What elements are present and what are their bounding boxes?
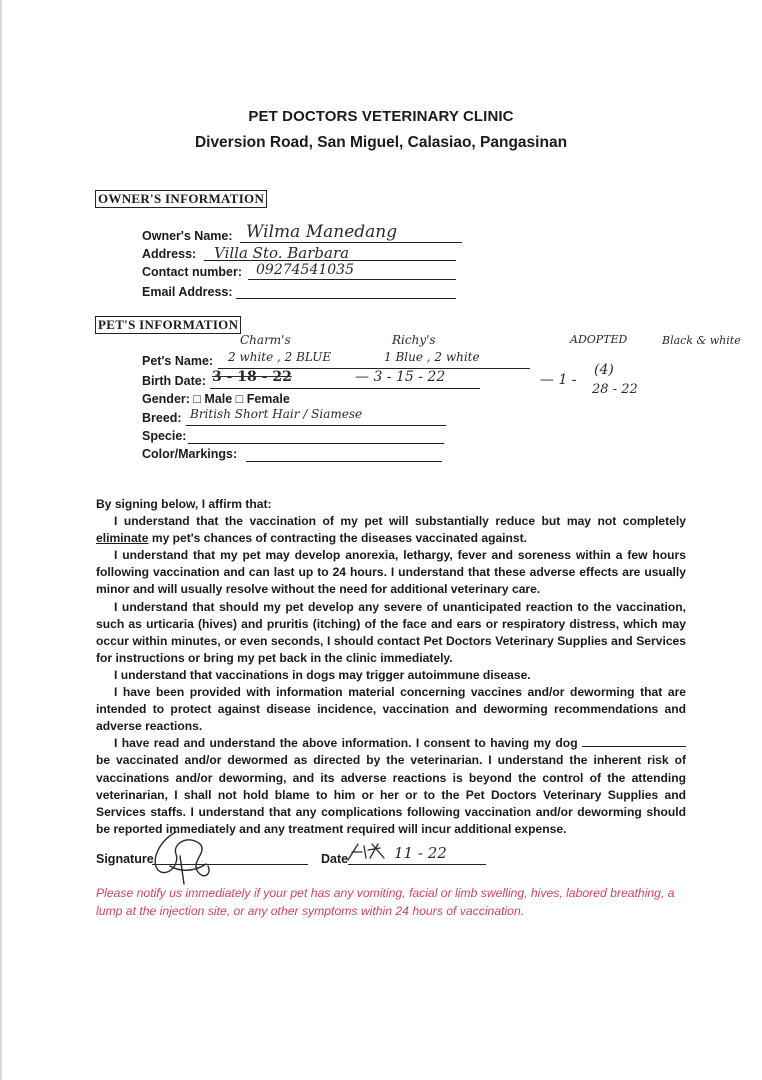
consent-paragraph-2: I understand that my pet may develop anorexia, lethargy, fever and soreness within a few hours following vaccination and can last up to 24 hours. I understand that these adverse effects are usually minor and will usually resolve without the need for additional veterinary care. bbox=[96, 548, 686, 597]
consent-p1-underlined: eliminate bbox=[96, 531, 149, 546]
owner-section-title: OWNER'S INFORMATION bbox=[95, 190, 267, 208]
consent-paragraph-1 bbox=[96, 513, 686, 547]
email-label: Email Address: bbox=[142, 285, 233, 299]
pet-name-group3-color: Black & white bbox=[662, 334, 741, 347]
consent-p6-lead: I have read and understand the above information. I consent to having my dog bbox=[114, 736, 578, 751]
breed-field[interactable] bbox=[186, 425, 446, 426]
gender-label[interactable]: Gender: □ Male □ Female bbox=[142, 392, 290, 406]
pet-name-label: Pet's Name: bbox=[142, 354, 214, 368]
consent-intro: By signing below, I affirm that: bbox=[96, 497, 272, 511]
owner-name-field[interactable] bbox=[240, 242, 462, 243]
address-value: Villa Sto. Barbara bbox=[214, 244, 350, 262]
color-markings-field[interactable] bbox=[246, 461, 442, 462]
pet-name-group3-top: ADOPTED bbox=[570, 333, 628, 346]
date-field[interactable] bbox=[348, 864, 486, 865]
signature-scribble bbox=[140, 826, 220, 890]
birth-date-3-count: (4) bbox=[594, 362, 614, 378]
scan-edge bbox=[0, 0, 2, 1080]
specie-label: Specie: bbox=[142, 429, 187, 443]
pet-name-group2: 1 Blue , 2 white bbox=[384, 350, 480, 364]
birth-date-3-prefix: — 1 - bbox=[540, 372, 577, 388]
owner-name-label: Owner's Name: bbox=[142, 229, 233, 243]
consent-paragraph-3: I understand that should my pet develop any severe of unanticipated reaction to the vaccination, such as urticaria (hives) and pruritis (itching) of the face and ears or respiratory distress, which may occur within minutes, or even seconds, I should contact Pet Doctors Veterinary Supplies and Services for instructions or bring my pet back in the clinic immediately. bbox=[96, 599, 686, 665]
specie-field[interactable] bbox=[188, 443, 444, 444]
pet-name-group1-top: Charm's bbox=[240, 333, 291, 347]
consent-p6-tail: be vaccinated and/or dewormed as directed by the veterinarian. I understand the inherent risk of vaccinations and/or deworming, and its adverse reactions is beyond the control of the attending veterinarian, I shall not hold blame to him or her or to the Pet Doctors Veterinary Supplies and Services staffs. I understand that any complications following vaccination and/or deworming should be reported immediately and any treatment required will incur additional expense. bbox=[96, 753, 686, 836]
contact-label: Contact number: bbox=[142, 265, 242, 279]
dog-name-field[interactable] bbox=[582, 736, 686, 747]
signature-label: Signature bbox=[96, 852, 154, 866]
pet-name-group2-top: Richy's bbox=[392, 333, 436, 347]
address-label: Address: bbox=[142, 247, 197, 261]
date-scribble bbox=[344, 840, 394, 864]
consent-p1-tail: my pet's chances of contracting the diseases vaccinated against. bbox=[151, 531, 528, 546]
clinic-name: PET DOCTORS VETERINARY CLINIC bbox=[248, 108, 514, 125]
clinic-address: Diversion Road, San Miguel, Calasiao, Pangasinan bbox=[194, 134, 568, 151]
birth-date-1: 3 - 18 - 22 bbox=[212, 369, 292, 385]
birth-date-3-rest: 28 - 22 bbox=[592, 382, 638, 397]
aftercare-notice: Please notify us immediately if your pet has any vomiting, facial or limb swelling, hives, labored breathing, a lump at the injection site, or any other symptoms within 24 hours of vaccination. bbox=[96, 886, 675, 918]
breed-value: British Short Hair / Siamese bbox=[190, 407, 363, 421]
consent-paragraph-5: I have been provided with information material concerning vaccines and/or deworming that are intended to protect against disease incidence, vaccination and deworming recommendations and adverse reactions. bbox=[96, 685, 686, 734]
birth-date-2: — 3 - 15 - 22 bbox=[355, 369, 446, 385]
birth-date-label: Birth Date: bbox=[142, 374, 206, 388]
contact-value: 09274541035 bbox=[256, 262, 354, 278]
color-markings-label: Color/Markings: bbox=[142, 447, 238, 461]
consent-paragraph-4: I understand that vaccinations in dogs may trigger autoimmune disease. bbox=[114, 667, 531, 682]
consent-paragraph-6 bbox=[96, 735, 686, 838]
pet-name-group1: 2 white , 2 BLUE bbox=[228, 350, 332, 364]
owner-name-value: Wilma Manedang bbox=[246, 222, 398, 242]
date-value: 11 - 22 bbox=[394, 844, 447, 862]
consent-text bbox=[96, 496, 686, 838]
pet-section-title: PET'S INFORMATION bbox=[95, 316, 241, 334]
email-field[interactable] bbox=[236, 298, 456, 299]
birth-date-field[interactable] bbox=[210, 388, 480, 389]
contact-field[interactable] bbox=[248, 279, 456, 280]
date-label: Date bbox=[321, 852, 349, 866]
consent-p1-lead: I understand that the vaccination of my pet will substantially reduce but may not completely bbox=[114, 514, 686, 529]
breed-label: Breed: bbox=[142, 411, 182, 425]
